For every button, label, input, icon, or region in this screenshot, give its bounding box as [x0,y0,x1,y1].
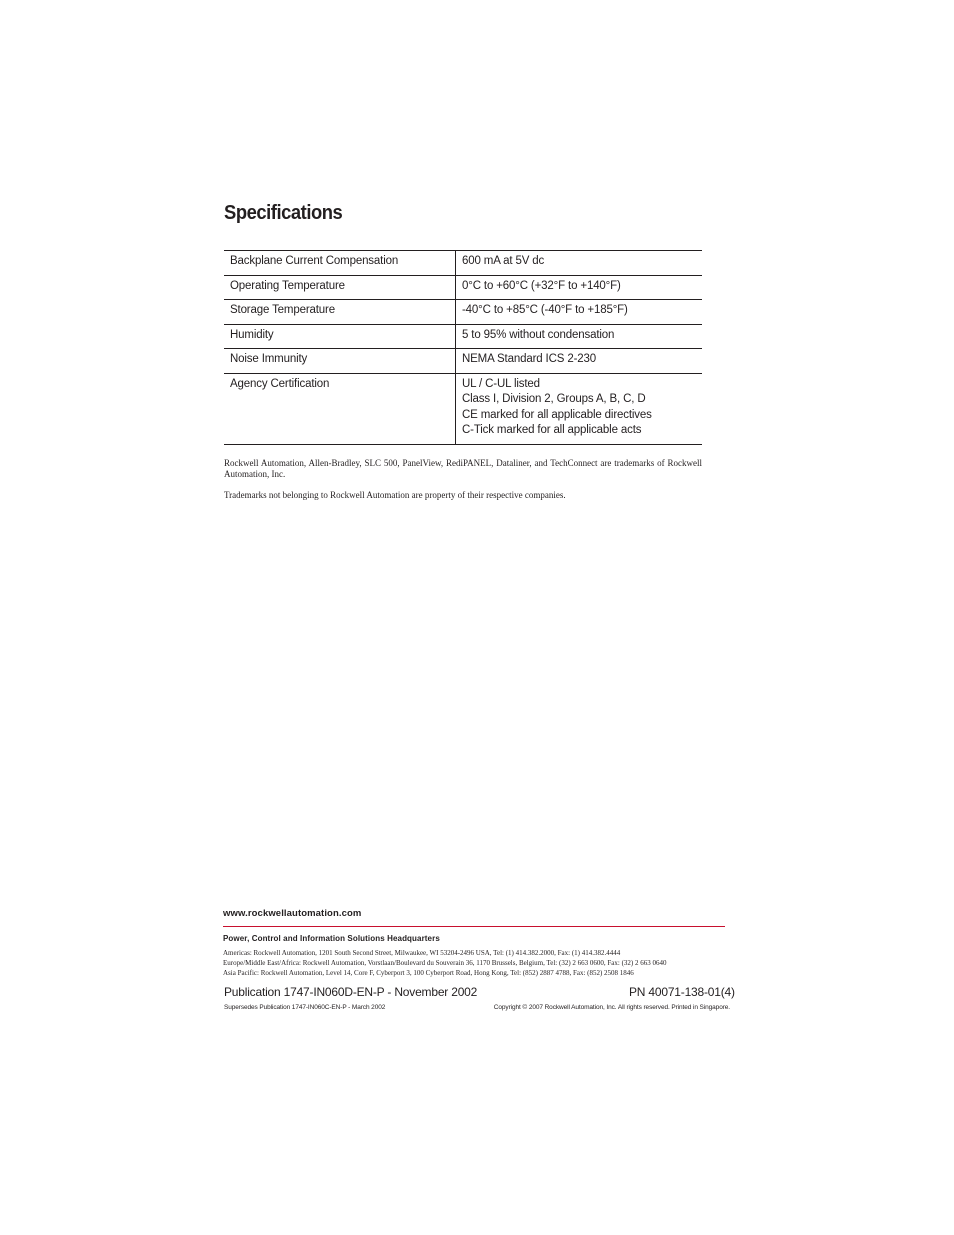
spec-value: NEMA Standard ICS 2-230 [456,349,703,374]
headquarters-title: Power, Control and Information Solutions Headquarters [223,934,440,943]
footer-divider [223,926,725,927]
website-url[interactable]: www.rockwellautomation.com [223,908,362,919]
spec-parameter: Storage Temperature [224,300,456,325]
spec-value: UL / C-UL listed Class I, Division 2, Groups A, B, C, D CE marked for all applicable directives C-Tick marked for all applicable acts [462,377,652,436]
spec-value: -40°C to +85°C (-40°F to +185°F) [456,300,703,325]
spec-value: 0°C to +60°C (+32°F to +140°F) [456,275,703,300]
publication-number: Publication 1747-IN060D-EN-P - November 2002 [224,985,478,999]
table-row [224,349,702,374]
trademark-notice: Rockwell Automation, Allen-Bradley, SLC 500, PanelView, RediPANEL, Dataliner, and TechConnect are trademarks of Rockwell Automation, Inc. [224,458,702,479]
spec-parameter: Backplane Current Compensation [224,251,456,276]
spec-value: 5 to 95% without condensation [456,324,703,349]
third-party-trademark-notice: Trademarks not belonging to Rockwell Automation are property of their respective companies. [224,490,566,500]
spec-parameter: Humidity [224,324,456,349]
address-apac: Asia Pacific: Rockwell Automation, Level 14, Core F, Cyberport 3, 100 Cyberport Road, Hong Kong, Tel: (852) 2887 4788, Fax: (852) 2508 1846 [223,969,634,977]
spec-parameter: Noise Immunity [224,349,456,374]
page-title: Specifications [224,202,343,224]
table-row [224,300,702,325]
spec-parameter: Agency Certification [224,373,456,444]
spec-parameter: Operating Temperature [224,275,456,300]
table-row [224,324,702,349]
spec-value: 600 mA at 5V dc [456,251,703,276]
part-number: PN 40071-138-01(4) [629,985,735,999]
address-americas: Americas: Rockwell Automation, 1201 South Second Street, Milwaukee, WI 53204-2496 USA, Tel: (1) 414.382.2000, Fax: (1) 414.382.4444 [223,949,621,957]
copyright-notice: Copyright © 2007 Rockwell Automation, Inc. All rights reserved. Printed in Singapore. [493,1004,730,1011]
supersedes-note: Supersedes Publication 1747-IN060C-EN-P - March 2002 [224,1004,386,1011]
table-row [224,275,702,300]
address-emea: Europe/Middle East/Africa: Rockwell Automation, Vorstlaan/Boulevard du Souverain 36, 1170 Brussels, Belgium, Tel: (32) 2 663 0600, Fax: (32) 2 663 0640 [223,959,667,967]
table-row [224,251,702,276]
table-row [224,373,702,444]
specifications-table [224,250,702,445]
